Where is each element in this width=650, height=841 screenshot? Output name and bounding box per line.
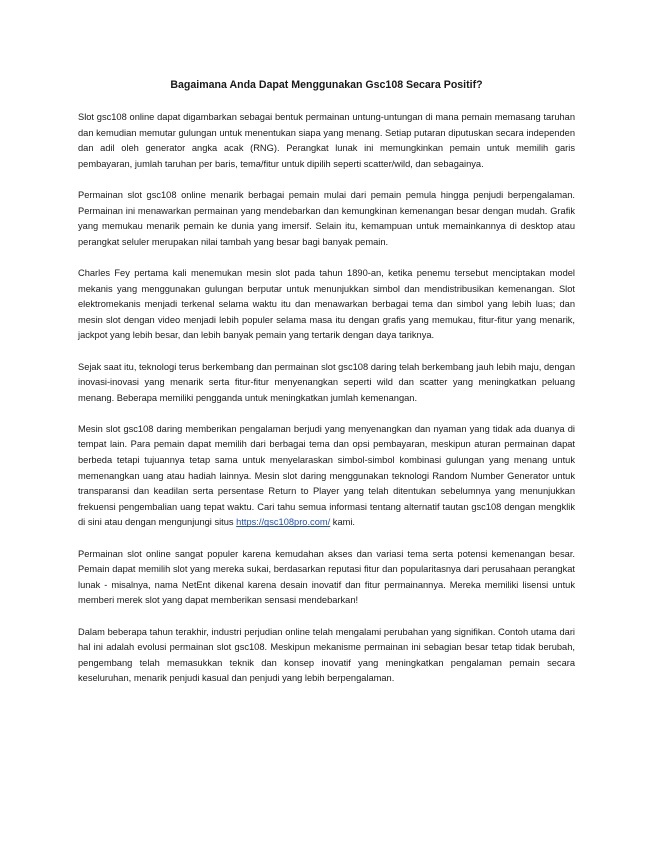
paragraph-7: Dalam beberapa tahun terakhir, industri perjudian online telah mengalami perubahan yang signifikan. Contoh utama dari hal ini adalah evolusi permainan slot gsc108. Meskipun mekanisme permainan ini sebagian besar tetap tidak berubah, pengembang telah memasukkan teknik dan konsep inovatif yang meningkatkan pengalaman pemain secara keseluruhan, menarik penjudi kasual dan penjudi yang lebih berpengalaman. xyxy=(78,626,575,684)
paragraph-3: Charles Fey pertama kali menemukan mesin slot pada tahun 1890-an, ketika penemu tersebut menciptakan model mekanis yang menggunakan gulungan berputar untuk menunjukkan simbol dan mendistribusikan kemenangan. Slot elektromekanis menjadi terkenal selama waktu itu dan menawarkan berbagai tema dan simbol yang lebih luas; dan mesin slot dengan video menjadi lebih populer selama masa itu dengan grafis yang memukau, fitur-fitur yang menarik, jackpot yang lebih besar, dan lebih banyak pemain yang tertarik dengan daya tariknya. xyxy=(78,267,575,341)
paragraph-2: Permainan slot gsc108 online menarik berbagai pemain mulai dari pemain pemula hingga penjudi berpengalaman. Permainan ini menawarkan permainan yang mendebarkan dan kemungkinan kemenangan besar dengan mudah. Grafik yang memukau menarik pemain ke dunia yang imersif. Selain itu, kemampuan untuk memainkannya di desktop atau perangkat seluler merupakan nilai tambah yang besar bagi banyak pemain. xyxy=(78,189,575,247)
paragraph-4: Sejak saat itu, teknologi terus berkembang dan permainan slot gsc108 daring telah berkembang jauh lebih maju, dengan inovasi-inovasi yang menarik serta fitur-fitur menyenangkan seperti wild dan scatter yang meningkatkan peluang menang. Beberapa memiliki pengganda untuk meningkatkan jumlah kemenangan. xyxy=(78,361,575,403)
paragraph-6: Permainan slot online sangat populer karena kemudahan akses dan variasi tema serta potensi kemenangan besar. Pemain dapat memilih slot yang mereka sukai, berdasarkan reputasi fitur dan popularitasnya dari perusahaan perangkat lunak - misalnya, nama NetEnt dikenal karena desain inovatif dan fitur permainannya. Mereka memiliki lisensi untuk memberi merek slot yang dapat memberikan sensasi mendebarkan! xyxy=(78,548,575,606)
site-link[interactable]: https://gsc108pro.com/ xyxy=(236,517,331,528)
paragraph-5-text: Mesin slot gsc108 daring memberikan pengalaman berjudi yang menyenangkan dan nyaman yang tidak ada duanya di tempat lain. Para pemain dapat memilih dari berbagai tema dan opsi pembayaran, meskipun aturan permainan dapat berbeda tetapi tujuannya tetap sama untuk menyelaraskan simbol-simbol kombinasi gulungan yang menang untuk memenangkan uang atau hadiah lainnya. Mesin slot daring menggunakan teknologi Random Number Generator untuk transparansi dan keadilan serta persentase Return to Player yang telah ditentukan sebelumnya yang menunjukkan frekuensi pengembalian uang tepat waktu. Cari tahu semua informasi tentang alternatif tautan gsc108 dengan mengklik di sini atau dengan mengunjungi situs xyxy=(78,423,575,528)
paragraph-5-text-end: kami. xyxy=(330,517,356,528)
paragraph-1: Slot gsc108 online dapat digambarkan sebagai bentuk permainan untung-untungan di mana pemain memasang taruhan dan kemudian memutar gulungan untuk menentukan siapa yang menang. Setiap putaran diputuskan secara independen dan adil oleh generator angka acak (RNG). Perangkat lunak ini memungkinkan pemain untuk memilih garis pembayaran, jumlah taruhan per baris, tema/fitur untuk dipilih seperti scatter/wild, dan sebagainya. xyxy=(78,112,575,169)
document-title: Bagaimana Anda Dapat Menggunakan Gsc108 Secara Positif? xyxy=(170,79,483,91)
paragraph-5 xyxy=(78,422,575,531)
document-body xyxy=(78,78,575,703)
